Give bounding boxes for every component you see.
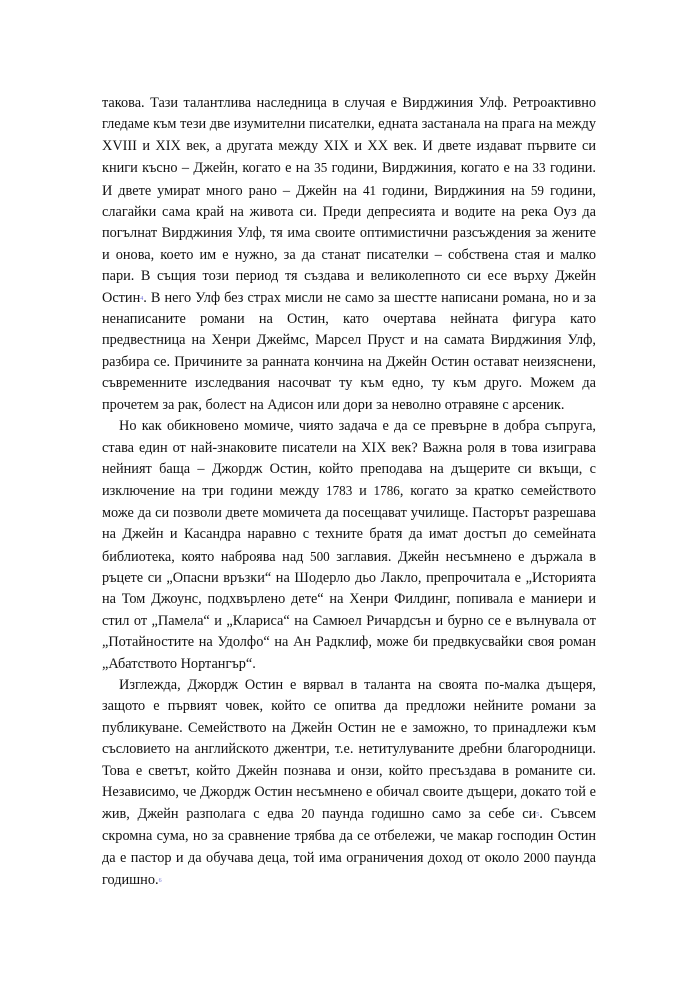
text-run: паунда годишно. — [102, 850, 597, 888]
text-run: и — [352, 483, 374, 500]
footnote-ref[interactable]: 6 — [158, 877, 162, 884]
text-run: такова. Тази талантлива наследница в случая е Вирджиния Улф. Ретроактивно гледаме към тези две изумителни писателки, едната застанала на прага на между XVIII и XIX век, а другата между XIX и XX век. И двете издават първите си книги късно – Джейн, когато е на — [102, 95, 596, 177]
text-run: години, Вирджиния на — [376, 182, 531, 199]
text-run: заглавия. Джейн несъмнено е държала в ръцете си „Опасни връзки“ на Шодерло дьо Лакло, препрочитала е „Историята на Том Джоунс, подхвърлено дете“ на Хенри Филдинг, попивала е маниери и стил от „Памела“ и „Клариса“ на Самюел Ричардсън и бурно се е вълнувала от „Потайностите на Удолфо“ на Ан Радклиф, може би предвкусвайки своя роман „Абатството Нортангър“. — [102, 548, 596, 672]
text-run: , когато за кратко семейството може да си позволи двете момичета да посещават училище. Пасторът разрешава на Джейн и Касандра наравно с техните братя да имат достъп до семейната библиотека, която наброява над — [102, 483, 596, 565]
number-text: 35 — [314, 160, 328, 176]
number-text: 41 — [362, 182, 377, 198]
text-run: години. И двете умират много рано – Джейн на — [102, 160, 597, 199]
paragraph-3 — [102, 675, 596, 891]
text-run: . Съвсем скромна сума, но за сравнение трябва да се отбележи, че макар господин Остин да е пастор и да обучава деца, той има ограничения доход от около — [102, 806, 596, 867]
number-text: 1786 — [373, 483, 400, 499]
document-page — [102, 93, 596, 891]
paragraph-1 — [102, 93, 596, 416]
number-text: 2000 — [523, 850, 550, 866]
footnote-ref[interactable]: 4 — [140, 295, 144, 302]
text-run: години, Вирджиния, когато е на — [327, 160, 533, 177]
number-text: 1783 — [326, 483, 353, 499]
text-run: години, слагайки сама край на живота си. Преди депресията и водите на река Оуз да погълнат Вирджиния Улф, тя има своите оптимистични разсъждения за жените и онова, което им е нужно, за да станат писателки – собствена стая и малко пари. В същия този период тя създава и великолепното си есе върху Джейн Остин — [102, 182, 596, 306]
number-text: 500 — [310, 548, 330, 564]
text-run: . В него Улф без страх мисли не само за шестте написани романа, но и за ненаписаните романи на Остин, като очертава нейната фигура като предвестница на Хенри Джеймс, Марсел Пруст и на самата Вирджиния Улф, разбира се. Причините за ранната кончина на Джейн Остин остават неизяснени, съвременните изследвания насочват ту към едно, ту към друго. Можем да прочетем за рак, болест на Адисон или дори за неволно отравяне с арсеник. — [102, 289, 596, 413]
footnote-ref[interactable]: 5 — [536, 812, 540, 819]
text-run: Изглежда, Джордж Остин е вярвал в таланта на своята по-малка дъщеря, защото е първият човек, който се опитва да предложи нейните романи за публикуване. Семейството на Джейн Остин не е заможно, то принадлежи към съсловието на английското джентри, т.е. нетитулуваните дребни благородници. Това е светът, който Джейн познава и онзи, който пресъздава в романите си. Независимо, че Джордж Остин несъмнено е обичал своите дъщери, докато той е жив, Джейн разполага с едва — [102, 676, 596, 823]
number-text: 33 — [532, 160, 546, 176]
paragraph-2 — [102, 416, 596, 675]
text-run: Но как обикновено момиче, чиято задача е да се превърне в добра съпруга, става един от най-знаковите писатели на XIX век? Важна роля в това изиграва нейният баща – Джордж Остин, който преподава на дъщерите си вкъщи, с изключение на три години между — [102, 418, 596, 500]
text-run: паунда годишно само за себе си — [314, 806, 537, 823]
number-text: 20 — [301, 806, 315, 822]
number-text: 59 — [530, 182, 544, 198]
